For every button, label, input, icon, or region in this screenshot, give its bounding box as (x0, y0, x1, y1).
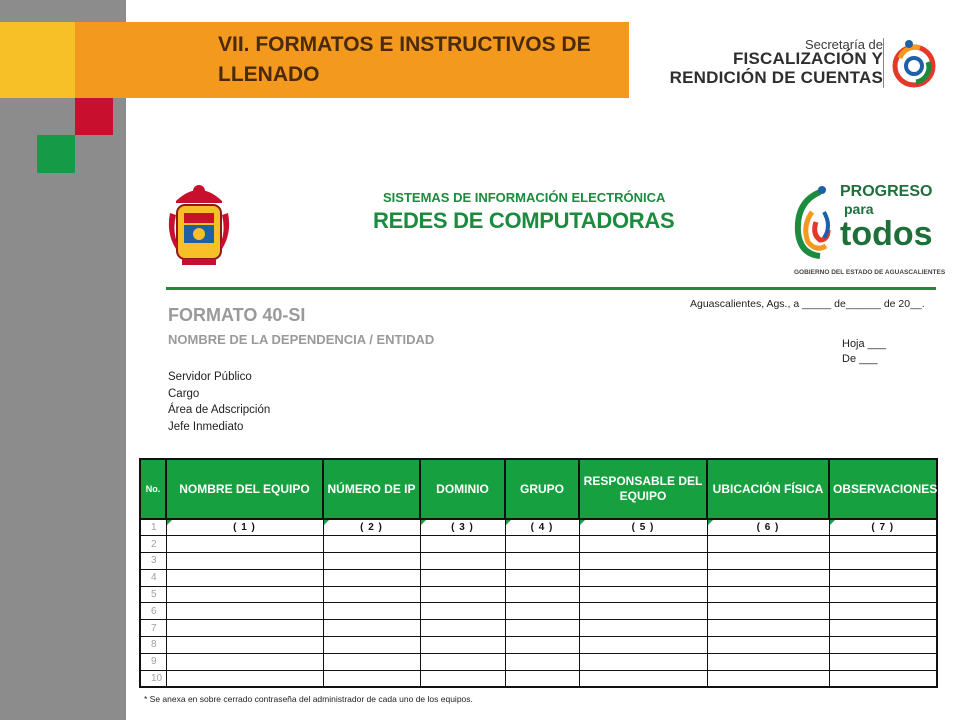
table-cell (166, 637, 323, 654)
table-row (140, 653, 937, 670)
field-area-adscripcion: Área de Adscripción (168, 404, 271, 416)
table-cell (505, 603, 579, 620)
table-cell (420, 637, 505, 654)
table-cell (505, 653, 579, 670)
table-row (140, 519, 937, 536)
document-header-small: SISTEMAS DE INFORMACIÓN ELECTRÓNICA (383, 190, 666, 205)
table-cell (707, 569, 829, 586)
table-cell (829, 653, 937, 670)
date-line: Aguascalientes, Ags., a _____ de______ de 20__. (690, 298, 925, 310)
formato-title: FORMATO 40-SI (168, 305, 306, 325)
equipment-table (139, 458, 936, 688)
row-number: 4 (140, 569, 166, 586)
column-header-dominio: DOMINIO (420, 459, 505, 519)
row-number: 7 (140, 620, 166, 637)
table-cell (579, 670, 707, 687)
table-cell (707, 603, 829, 620)
table-cell (505, 637, 579, 654)
sfrc-logo-line1: Secretaría de (804, 37, 883, 52)
table-cell (166, 670, 323, 687)
table-row (140, 586, 937, 603)
slide-title-line1: VII. FORMATOS E INSTRUCTIVOS DE (218, 33, 591, 56)
table-row (140, 637, 937, 654)
table-cell (420, 653, 505, 670)
table-cell (166, 620, 323, 637)
row-number: 9 (140, 653, 166, 670)
column-header-responsable: RESPONSABLE DEL EQUIPO (579, 459, 707, 519)
field-servidor-publico: Servidor Público (168, 371, 252, 383)
ref-cell: ( 5 ) (579, 519, 707, 536)
table-cell (707, 637, 829, 654)
ref-cell: ( 6 ) (707, 519, 829, 536)
table-cell (323, 670, 420, 687)
table-cell (829, 536, 937, 553)
table-cell (829, 670, 937, 687)
row-number: 1 (140, 519, 166, 536)
logo-separator (883, 38, 884, 88)
sfrc-logo-line3: RENDICIÓN DE CUENTAS (669, 68, 883, 87)
row-number: 10 (140, 670, 166, 687)
table-cell (579, 603, 707, 620)
table-row (140, 569, 937, 586)
hoja-label: Hoja ___ (842, 338, 887, 350)
table-cell (166, 553, 323, 570)
table-cell (579, 653, 707, 670)
column-header-observaciones: OBSERVACIONES (829, 459, 937, 519)
table-row (140, 620, 937, 637)
table-cell (829, 637, 937, 654)
footnote: * Se anexa en sobre cerrado contraseña del administrador de cada uno de los equipos. (144, 694, 473, 704)
table-cell (166, 586, 323, 603)
table-row (140, 536, 937, 553)
table-cell (323, 569, 420, 586)
table-cell (579, 586, 707, 603)
table-cell (323, 536, 420, 553)
table-row (140, 670, 937, 687)
table-cell (505, 553, 579, 570)
row-number: 2 (140, 536, 166, 553)
table-cell (829, 569, 937, 586)
ref-cell: ( 7 ) (829, 519, 937, 536)
ref-cell: ( 3 ) (420, 519, 505, 536)
table-cell (505, 586, 579, 603)
table-cell (323, 637, 420, 654)
table-cell (829, 603, 937, 620)
row-number: 6 (140, 603, 166, 620)
table-cell (579, 569, 707, 586)
table-header-row (140, 459, 937, 519)
document-header-large: REDES DE COMPUTADORAS (373, 208, 675, 233)
table-cell (420, 586, 505, 603)
table-cell (420, 670, 505, 687)
slide-title (218, 30, 628, 90)
page-counter (842, 337, 886, 367)
signer-fields (168, 369, 270, 435)
progreso-para-todos-logo (790, 180, 946, 282)
green-square (37, 135, 75, 173)
yellow-square (0, 22, 75, 98)
progreso-logo-line1: PROGRESO (840, 183, 933, 200)
row-number: 8 (140, 637, 166, 654)
field-cargo: Cargo (168, 387, 200, 400)
table-cell (579, 620, 707, 637)
table-row (140, 553, 937, 570)
table-cell (707, 586, 829, 603)
column-header-grupo: GRUPO (505, 459, 579, 519)
de-label: De ___ (842, 353, 878, 365)
red-square (75, 98, 113, 135)
table-cell (579, 536, 707, 553)
table-cell (323, 553, 420, 570)
table-cell (829, 553, 937, 570)
row-number: 3 (140, 553, 166, 570)
table-cell (166, 603, 323, 620)
ref-cell: ( 1 ) (166, 519, 323, 536)
swirl-logo-icon (890, 36, 938, 90)
dependencia-label: NOMBRE DE LA DEPENDENCIA / ENTIDAD (168, 332, 435, 347)
table-cell (505, 536, 579, 553)
column-header-numero-ip: NÚMERO DE IP (323, 459, 420, 519)
table-cell (829, 620, 937, 637)
table-cell (323, 653, 420, 670)
table-cell (323, 620, 420, 637)
equipment-grid (139, 458, 938, 688)
table-cell (579, 637, 707, 654)
table-cell (420, 536, 505, 553)
sfrc-logo (647, 34, 937, 92)
column-header-no: No. (140, 459, 166, 519)
table-cell (829, 586, 937, 603)
table-cell (420, 569, 505, 586)
column-header-ubicacion: UBICACIÓN FÍSICA (707, 459, 829, 519)
ref-cell: ( 2 ) (323, 519, 420, 536)
table-cell (579, 553, 707, 570)
progreso-logo-line2: para (844, 201, 874, 217)
table-row (140, 603, 937, 620)
table-cell (505, 670, 579, 687)
coat-of-arms-icon (168, 183, 230, 269)
table-cell (505, 569, 579, 586)
table-cell (505, 620, 579, 637)
table-cell (166, 653, 323, 670)
progreso-logo-line3: todos (840, 215, 933, 253)
progreso-swirl-icon (790, 182, 836, 262)
table-cell (323, 586, 420, 603)
field-jefe-inmediato: Jefe Inmediato (168, 420, 244, 433)
header-divider (166, 287, 936, 290)
ref-cell: ( 4 ) (505, 519, 579, 536)
table-cell (707, 653, 829, 670)
table-cell (166, 536, 323, 553)
column-header-nombre-equipo: NOMBRE DEL EQUIPO (166, 459, 323, 519)
slide-title-line2: LLENADO (218, 63, 320, 86)
table-cell (420, 553, 505, 570)
table-cell (166, 569, 323, 586)
government-label: GOBIERNO DEL ESTADO DE AGUASCALIENTES (794, 269, 946, 276)
table-cell (420, 603, 505, 620)
table-cell (323, 603, 420, 620)
table-cell (707, 670, 829, 687)
row-number: 5 (140, 586, 166, 603)
table-cell (707, 553, 829, 570)
table-cell (707, 536, 829, 553)
table-cell (420, 620, 505, 637)
sfrc-logo-line2: FISCALIZACIÓN Y (732, 49, 883, 68)
table-cell (707, 620, 829, 637)
